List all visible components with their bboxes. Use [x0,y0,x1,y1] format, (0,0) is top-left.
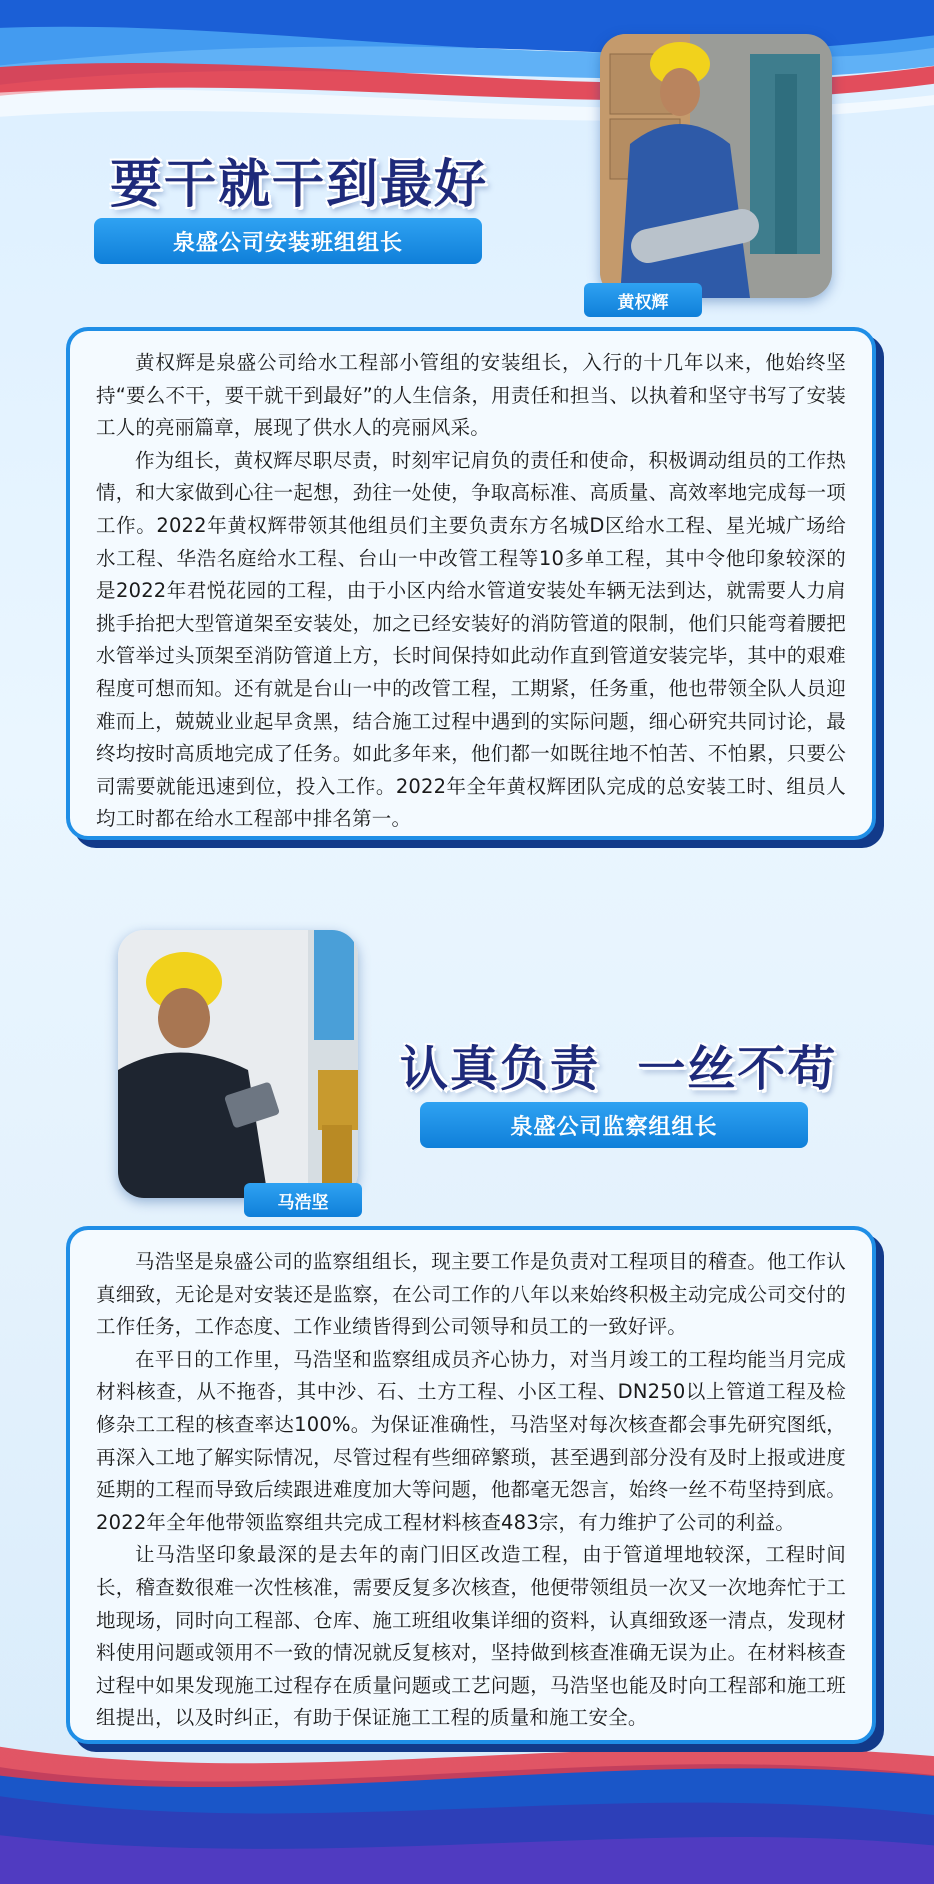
section2-paragraph: 在平日的工作里，马浩坚和监察组成员齐心协力，对当月竣工的工程均能当月完成材料核查，从不拖沓，其中沙、石、土方工程、小区工程、DN250以上管道工程及检修杂工工程的核查率达100%。为保证准确性，马浩坚对每次核查都会事先研究图纸，再深入工地了解实际情况，尽管过程有些细碎繁琐，甚至遇到部分没有及时上报或进度延期的工程而导致后续跟进难度加大等问题，他都毫无怨言，始终一丝不苟坚持到底。2022年全年他带领监察组共完成工程材料核查483宗，有力维护了公司的利益。 [96,1347,846,1534]
section2-worker-photo [118,930,358,1198]
section2-subtitle: 泉盛公司监察组组长 [420,1102,808,1148]
bottom-wave-decoration [0,1730,934,1884]
section2-name-tag: 马浩坚 [244,1183,362,1217]
section2-paragraph: 马浩坚是泉盛公司的监察组组长，现主要工作是负责对工程项目的稽查。他工作认真细致，无论是对安装还是监察，在公司工作的八年以来始终积极主动完成公司交付的工作任务，工作态度、工作业绩皆得到公司领导和员工的一致好评。 [96,1250,846,1339]
section1-worker-photo [600,34,832,298]
section2-text-card [66,1226,876,1744]
section1-paragraph: 作为组长，黄权辉尽职尽责，时刻牢记肩负的责任和使命，积极调动组员的工作热情，和大家做到心往一起想，劲往一处使，争取高标准、高质量、高效率地完成每一项工作。2022年黄权辉带领其他组员们主要负责东方名城D区给水工程、星光城广场给水工程、华浩名庭给水工程、台山一中改管工程等10多单工程，其中令他印象较深的是2022年君悦花园的工程，由于小区内给水管道安装处车辆无法到达，就需要人力肩挑手抬把大型管道架至安装处，加之已经安装好的消防管道的限制，他们只能弯着腰把水管举过头顶架至消防管道上方，长时间保持如此动作直到管道安装完毕，其中的艰难程度可想而知。还有就是台山一中的改管工程，工期紧，任务重，他也带领全队人员迎难而上，兢兢业业起早贪黑，结合施工过程中遇到的实际问题，细心研究共同讨论，最终均按时高质地完成了任务。如此多年来，他们都一如既往地不怕苦、不怕累，只要公司需要就能迅速到位，投入工作。2022年全年黄权辉团队完成的总安装工时、组员人均工时都在给水工程部中排名第一。 [96,448,846,831]
section1-name-tag: 黄权辉 [584,283,702,317]
section2-paragraph: 让马浩坚印象最深的是去年的南门旧区改造工程，由于管道埋地较深，工程时间长，稽查数很难一次性核准，需要反复多次核查，他便带领组员一次又一次地奔忙于工地现场，同时向工程部、仓库、施工班组收集详细的资料，认真细致逐一清点，发现材料使用问题或领用不一致的情况就反复核对，坚持做到核查准确无误为止。在材料核查过程中如果发现施工过程存在质量问题或工艺问题，马浩坚也能及时向工程部和施工班组提出，以及时纠正，有助于保证施工工程的质量和施工安全。 [96,1543,846,1730]
section1-paragraph: 黄权辉是泉盛公司给水工程部小管组的安装组长，入行的十几年以来，他始终坚持“要么不干，要干就干到最好”的人生信条，用责任和担当、以执着和坚守书写了安装工人的亮丽篇章，展现了供水人的亮丽风采。 [96,351,846,440]
section2-title: 认真负责 一丝不苟 [400,1041,838,1097]
section1-subtitle: 泉盛公司安装班组组长 [94,218,482,264]
section1-title: 要干就干到最好 [110,155,489,215]
section1-text-card [66,327,876,840]
